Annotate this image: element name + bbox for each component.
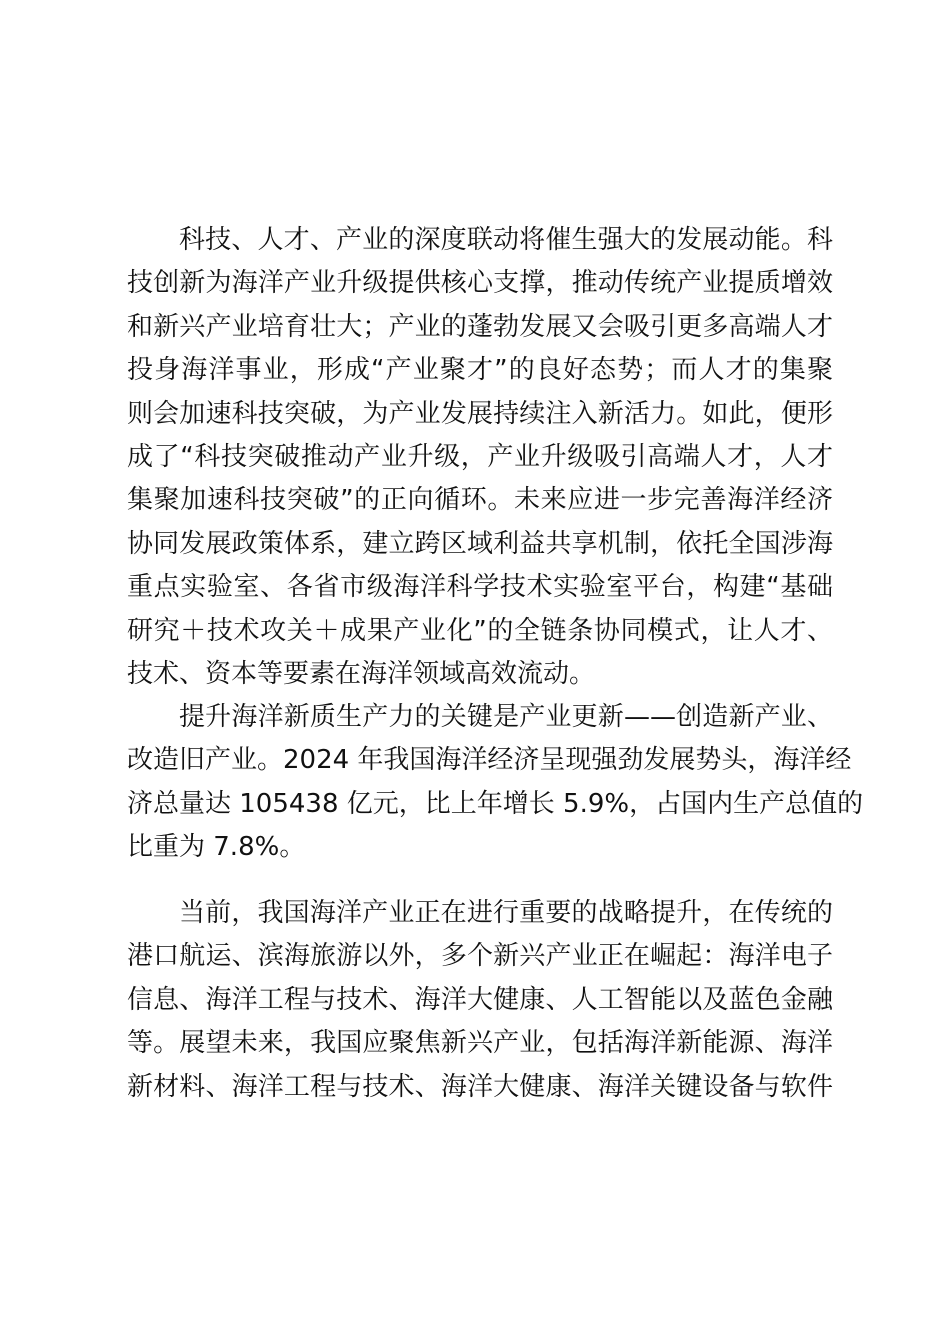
paragraph-line: 重点实验室、各省市级海洋科学技术实验室平台，构建“基础 (127, 572, 833, 603)
paragraph-1 (127, 219, 833, 696)
paragraph-line: 等。展望未来，我国应聚焦新兴产业，包括海洋新能源、海洋 (127, 1028, 833, 1059)
paragraph-line: 港口航运、滨海旅游以外，多个新兴产业正在崛起：海洋电子 (127, 941, 833, 972)
paragraph-line: 成了“科技突破推动产业升级，产业升级吸引高端人才，人才 (127, 441, 833, 472)
paragraph-line: 投身海洋事业，形成“产业聚才”的良好态势；而人才的集聚 (127, 355, 833, 386)
paragraph-line: 集聚加速科技突破”的正向循环。未来应进一步完善海洋经济 (127, 485, 833, 516)
paragraph-line: 改造旧产业。2024 年我国海洋经济呈现强劲发展势头，海洋经 (127, 745, 852, 776)
paragraph-line: 协同发展政策体系，建立跨区域利益共享机制，依托全国涉海 (127, 528, 833, 559)
paragraph-line: 科技、人才、产业的深度联动将催生强大的发展动能。科 (179, 225, 833, 255)
paragraph-line: 技创新为海洋产业升级提供核心支撑，推动传统产业提质增效 (127, 268, 833, 299)
paragraph-line: 研究＋技术攻关＋成果产业化”的全链条协同模式，让人才、 (127, 615, 833, 646)
paragraph-line: 信息、海洋工程与技术、海洋大健康、人工智能以及蓝色金融 (127, 984, 833, 1015)
paragraph-line: 则会加速科技突破，为产业发展持续注入新活力。如此，便形 (127, 398, 833, 429)
paragraph-2 (127, 696, 864, 870)
paragraph-line: 提升海洋新质生产力的关键是产业更新——创造新产业、 (179, 702, 833, 732)
paragraph-3 (127, 892, 833, 1109)
paragraph-line: 比重为 7.8%。 (127, 832, 306, 863)
paragraph-line: 和新兴产业培育壮大；产业的蓬勃发展又会吸引更多高端人才 (127, 311, 833, 342)
paragraph-line: 新材料、海洋工程与技术、海洋大健康、海洋关键设备与软件 (127, 1071, 833, 1102)
paragraph-line: 技术、资本等要素在海洋领域高效流动。 (127, 658, 596, 689)
paragraph-line: 济总量达 105438 亿元，比上年增长 5.9%，占国内生产总值的 (127, 788, 864, 819)
paragraph-line: 当前，我国海洋产业正在进行重要的战略提升，在传统的 (179, 898, 833, 928)
